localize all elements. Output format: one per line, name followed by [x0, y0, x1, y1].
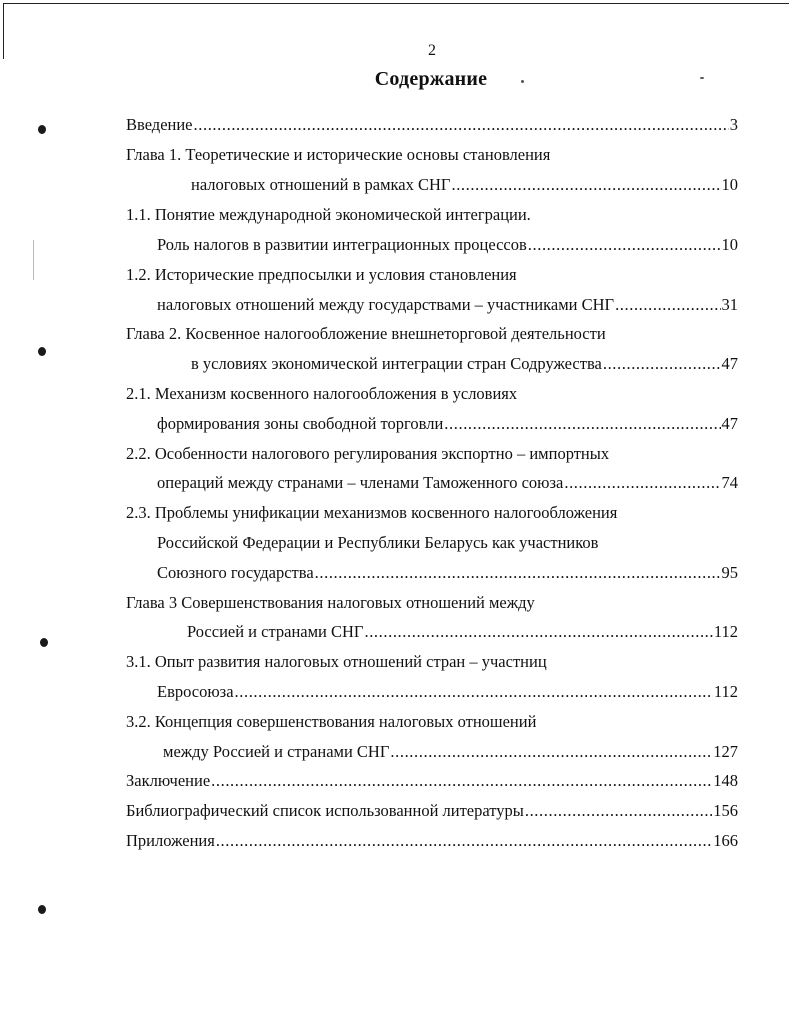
binder-hole-icon [38, 347, 46, 356]
toc-leader-dots [444, 413, 720, 435]
toc-leader-dots [525, 800, 712, 822]
toc-page-number: 112 [713, 682, 738, 701]
scan-border-top [4, 3, 789, 4]
toc-page-number: 156 [713, 801, 738, 820]
toc-entry-2-3: 2.3. Проблемы унификации механизмов косвенного налогообложения [126, 503, 618, 522]
toc-entry-3-1: 3.1. Опыт развития налоговых отношений стран – участниц [126, 652, 547, 671]
toc-page-number: 95 [721, 563, 738, 582]
toc-page-number: 166 [713, 831, 738, 850]
toc-entry-2-2: 2.2. Особенности налогового регулирования экспортно – импортных [126, 444, 610, 463]
toc-page-number: 74 [721, 473, 738, 492]
toc-page-number: 112 [713, 622, 738, 641]
toc-entry-2-3-cont-2: Союзного государства ..... 95 [157, 562, 738, 584]
toc-page-number: 10 [721, 235, 738, 254]
toc-page-number: 47 [721, 414, 738, 433]
toc-entry-appendices: Приложения ..... 166 [126, 830, 738, 852]
toc-entry-chapter-1-cont: налоговых отношений в рамках СНГ ..... 10 [191, 174, 738, 196]
toc-leader-dots [390, 741, 712, 763]
binder-hole-icon [38, 125, 46, 134]
toc-page-number: 31 [721, 295, 738, 314]
toc-entry-3-1-cont: Евросоюза ..... 112 [157, 681, 738, 703]
toc-entry-chapter-3-cont: Россией и странами СНГ ..... 112 [187, 621, 738, 643]
toc-entry-bibliography: Библиографический список использованной литературы ..... 156 [126, 800, 738, 822]
toc-leader-dots [216, 830, 712, 852]
toc-page-number: 47 [721, 354, 738, 373]
toc-leader-dots [235, 681, 713, 703]
toc-entry-introduction: Введение ..... 3 [126, 114, 738, 136]
toc-entry-chapter-1: Глава 1. Теоретические и исторические основы становления [126, 145, 551, 164]
scan-border-faint [33, 240, 34, 280]
toc-entry-chapter-2-cont: в условиях экономической интеграции стран Содружества ..... 47 [191, 353, 738, 375]
toc-entry-1-1: 1.1. Понятие международной экономической интеграции. [126, 205, 531, 224]
toc-leader-dots [564, 472, 720, 494]
toc-entry-2-2-cont: операций между странами – членами Таможенного союза ..... 74 [157, 472, 738, 494]
toc-leader-dots [451, 174, 720, 196]
toc-entry-1-1-cont: Роль налогов в развитии интеграционных процессов ..... 10 [157, 234, 738, 256]
toc-page-number: 127 [713, 742, 738, 761]
toc-entry-chapter-2: Глава 2. Косвенное налогообложение внешнеторговой деятельности [126, 324, 606, 343]
page-number: 2 [428, 42, 436, 59]
toc-page-number: 148 [713, 771, 738, 790]
toc-page-number: 10 [721, 175, 738, 194]
page-title: Содержание [374, 68, 488, 90]
binder-hole-icon [40, 638, 48, 647]
toc-entry-2-1-cont: формирования зоны свободной торговли ..... 47 [157, 413, 738, 435]
toc-entry-2-1: 2.1. Механизм косвенного налогообложения в условиях [126, 384, 518, 403]
toc-leader-dots [315, 562, 721, 584]
toc-leader-dots [615, 294, 720, 316]
toc-entry-2-3-cont: Российской Федерации и Республики Беларусь как участников [157, 533, 599, 552]
toc-leader-dots [603, 353, 721, 375]
toc-leader-dots [364, 621, 712, 643]
toc-entry-chapter-3: Глава 3 Совершенствования налоговых отношений между [126, 593, 535, 612]
toc-entry-1-2: 1.2. Исторические предпосылки и условия становления [126, 265, 517, 284]
toc-entry-3-2-cont: между Россией и странами СНГ ..... 127 [163, 741, 738, 763]
toc-entry-1-2-cont: налоговых отношений между государствами – участниками СНГ ..... 31 [157, 294, 738, 316]
binder-hole-icon [38, 905, 46, 914]
toc-leader-dots [528, 234, 721, 256]
toc-page-number: 3 [729, 115, 738, 134]
toc-leader-dots [194, 114, 729, 136]
toc-entry-3-2: 3.2. Концепция совершенствования налоговых отношений [126, 712, 537, 731]
toc-leader-dots [211, 770, 712, 792]
toc-entry-conclusion: Заключение ..... 148 [126, 770, 738, 792]
